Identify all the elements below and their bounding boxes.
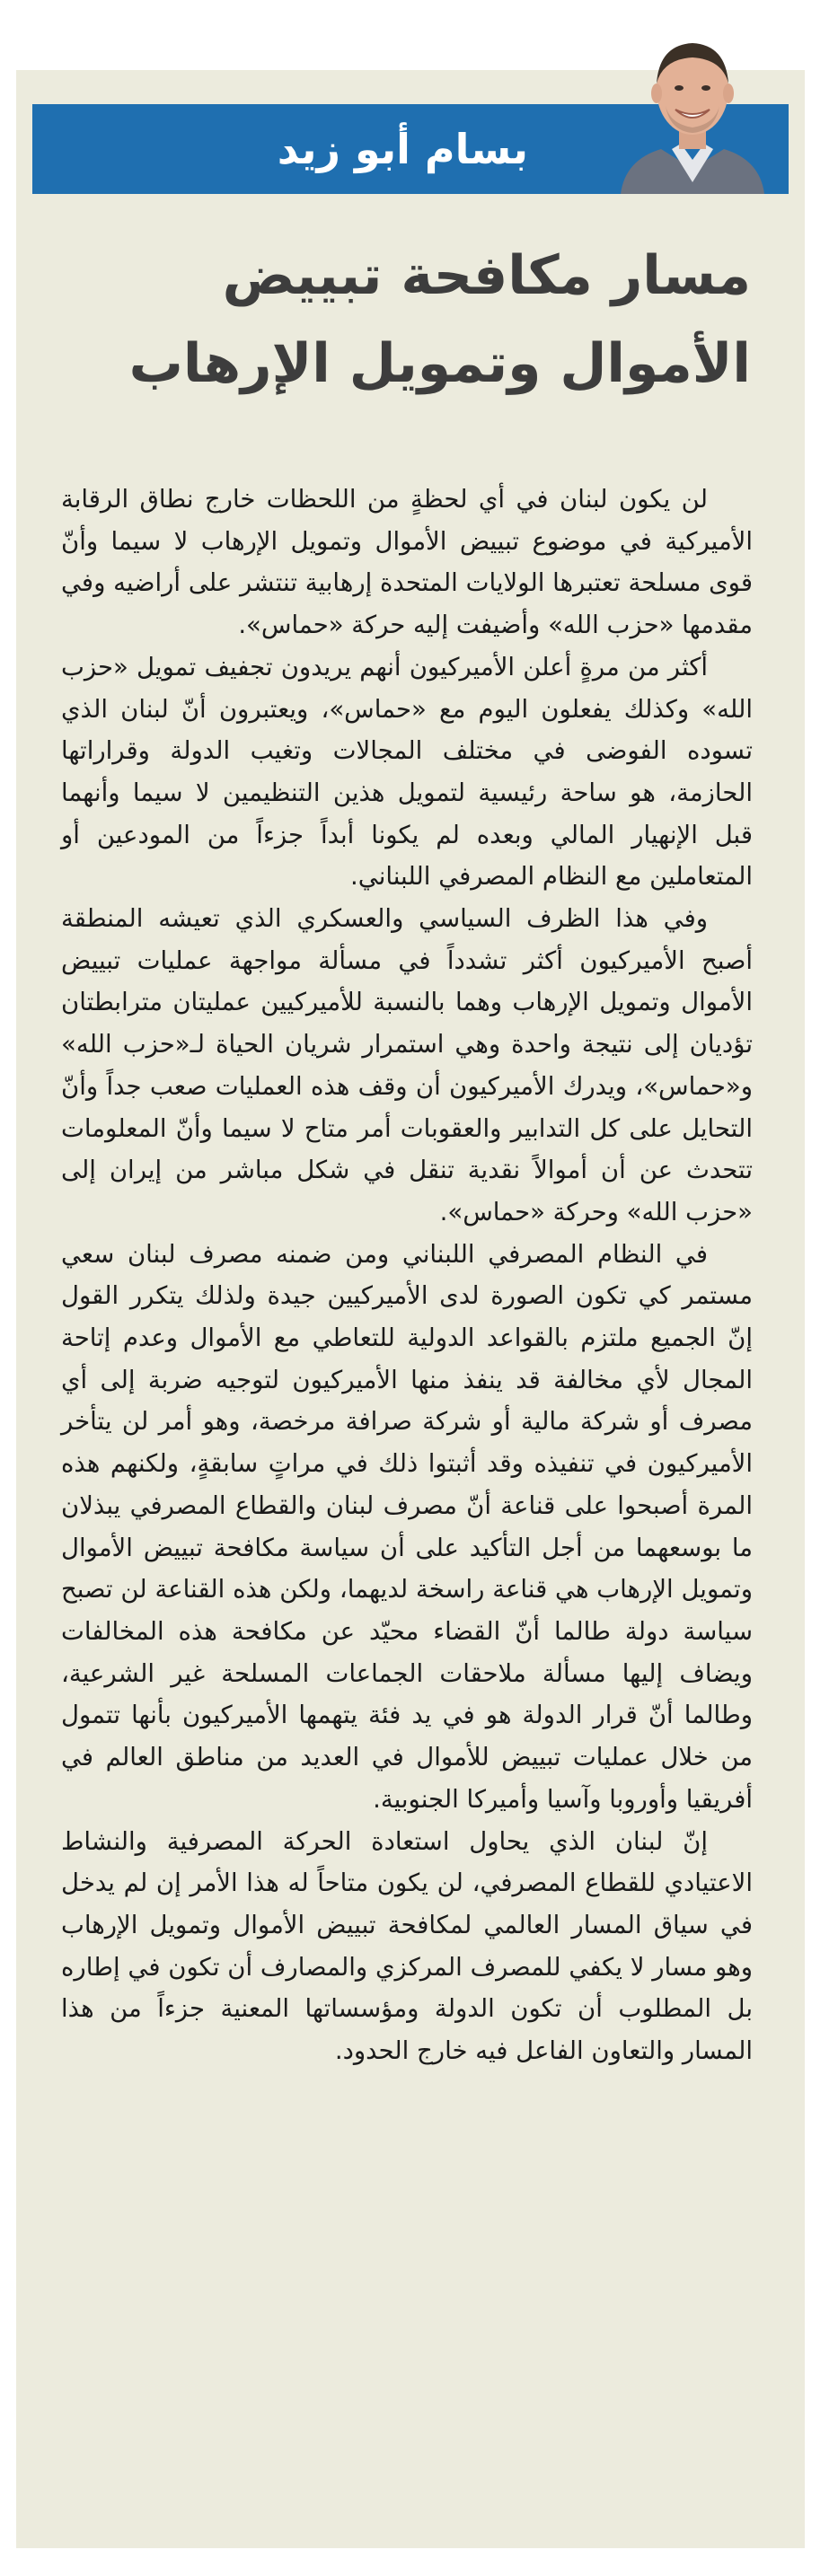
author-byline-bar [32, 104, 789, 194]
article-page [16, 70, 805, 2548]
article-paragraph: أكثر من مرةٍ أعلن الأميركيون أنهم يريدون تجفيف تمويل «حزب الله» وكذلك يفعلون اليوم مع «حماس»، ويعتبرون أنّ لبنان الذي تسوده الفوضى في مختلف المجالات وتغيب الدولة وقراراتها الحازمة، هو ساحة رئيسية لتمويل هذين التنظيمين لا سيما وأنهما قبل الإنهيار المالي وبعده لم يكونا أبداً جزءاً من المودعين أو المتعاملين مع النظام المصرفي اللبناني. [61, 652, 753, 892]
article-headline: مسار مكافحة تبييض الأموال وتمويل الإرهاب [128, 244, 751, 395]
article-paragraph: إنّ لبنان الذي يحاول استعادة الحركة المصرفية والنشاط الاعتيادي للقطاع المصرفي، لن يكون متاحاً له هذا الأمر إن لم يدخل في سياق المسار العالمي لمكافحة تبييض الأموال وتمويل الإرهاب وهو مسار لا يكفي للمصرف المركزي والمصارف أن تكون في إطاره بل المطلوب أن تكون الدولة ومؤسساتها المعنية جزءاً من هذا المسار والتعاون الفاعل فيه خارج الحدود. [61, 1826, 753, 2066]
article-paragraph: وفي هذا الظرف السياسي والعسكري الذي تعيشه المنطقة أصبح الأميركيون أكثر تشدداً في مسألة مواجهة عمليات تبييض الأموال وتمويل الإرهاب وهما بالنسبة للأميركيين عمليتان مترابطتان تؤديان إلى نتيجة واحدة وهي استمرار شريان الحياة لـ«حزب الله» و«حماس»، ويدرك الأميركيون أن وقف هذه العمليات صعب جداً وأنّ التحايل على كل التدابير والعقوبات أمر متاح لا سيما وأنّ المعلومات تتحدث عن أن أموالاً نقدية تنقل في شكل مباشر من إيران إلى «حزب الله» وحركة «حماس». [61, 904, 753, 1226]
author-name: بسام أبو زيد [277, 125, 528, 173]
article-body [61, 479, 753, 2072]
article-paragraph: لن يكون لبنان في أي لحظةٍ من اللحظات خارج نطاق الرقابة الأميركية في موضوع تبييض الأموال وتمويل الإرهاب لا سيما وأنّ قوى مسلحة تعتبرها الولايات المتحدة إرهابية تنتشر على أراضيه وفي مقدمها «حزب الله» وأضيفت إليه حركة «حماس». [61, 485, 753, 640]
author-photo [616, 34, 769, 194]
article-paragraph: في النظام المصرفي اللبناني ومن ضمنه مصرف لبنان سعي مستمر كي تكون الصورة لدى الأميركيين جيدة ولذلك يتكرر القول إنّ الجميع ملتزم بالقواعد الدولية للتعاطي مع الأموال وعدم إتاحة المجال لأي مخالفة قد ينفذ منها الأميركيون لتوجيه ضربة إلى أي مصرف أو شركة مالية أو شركة صرافة مرخصة، وهو أمر لن يتأخر الأميركيون في تنفيذه وقد أثبتوا ذلك في مراتٍ سابقةٍ، ولكنهم هذه المرة أصبحوا على قناعة أنّ مصرف لبنان والقطاع المصرفي يبذلان ما بوسعهما من أجل التأكيد على أن سياسة مكافحة تبييض الأموال وتمويل الإرهاب هي قناعة راسخة لديهما، ولكن هذه القناعة لن تصبح سياسة دولة طالما أنّ القضاء محيّد عن مكافحة هذه المخالفات ويضاف إليها مسألة ملاحقات الجماعات المسلحة غير الشرعية، وطالما أنّ قرار الدولة هو في يد فئة يتهمها الأميركيون بأنها تتمول من خلال عمليات تبييض للأموال في العديد من مناطق العالم في أفريقيا وأوروبا وآسيا وأميركا الجنوبية. [61, 1239, 753, 1814]
